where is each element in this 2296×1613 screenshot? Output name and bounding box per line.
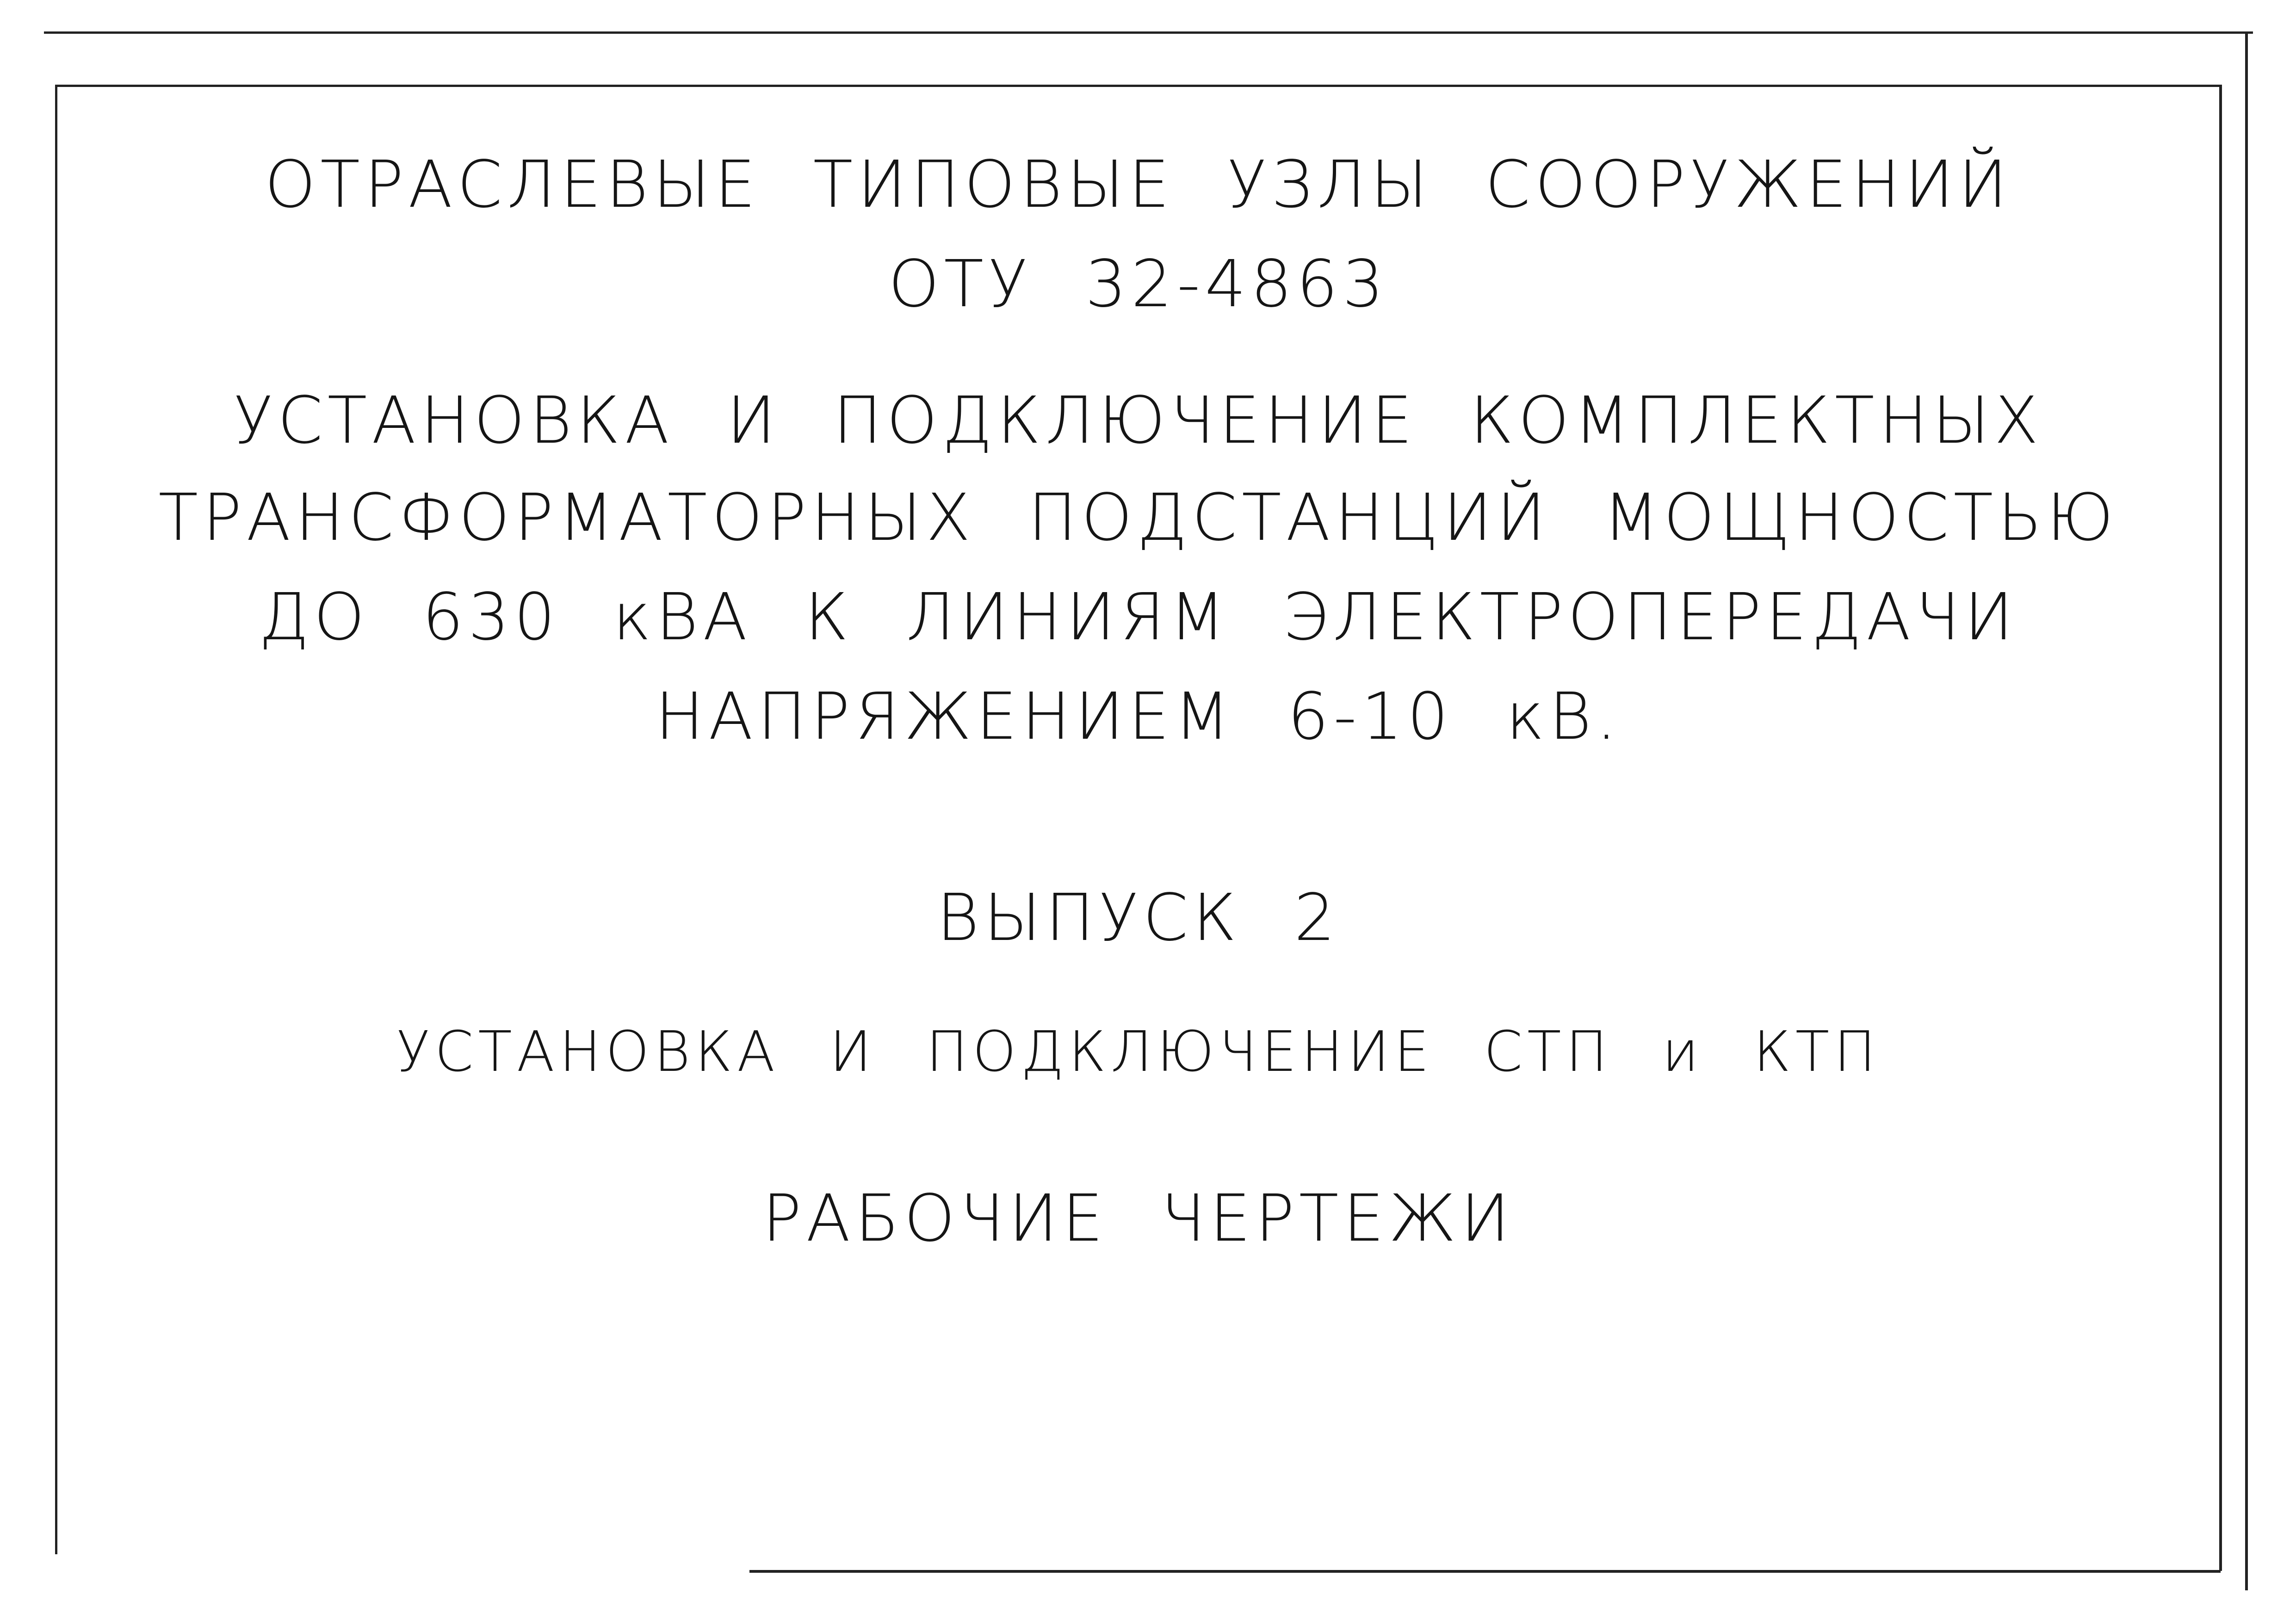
outer-frame-right-line xyxy=(2245,31,2248,1590)
frame-right-line xyxy=(2219,85,2222,1571)
issue-number: ВЫПУСК 2 xyxy=(936,880,1340,956)
frame-bottom-line xyxy=(749,1570,2221,1573)
title-line-2: ТРАНСФОРМАТОРНЫХ ПОДСТАНЦИЙ МОЩНОСТЬЮ xyxy=(158,480,2118,556)
title-line-1: УСТАНОВКА И ПОДКЛЮЧЕНИЕ КОМПЛЕКТНЫХ xyxy=(233,383,2043,458)
issue-subtitle: УСТАНОВКА И ПОДКЛЮЧЕНИЕ СТП и КТП xyxy=(396,1020,1881,1084)
document-type: РАБОЧИЕ ЧЕРТЕЖИ xyxy=(762,1181,1515,1256)
series-title: ОТРАСЛЕВЫЕ ТИПОВЫЕ УЗЛЫ СООРУЖЕНИЙ xyxy=(265,147,2012,222)
outer-frame-top-line xyxy=(44,31,2253,34)
frame-top-line xyxy=(55,85,2220,87)
document-code: ОТУ 32-4863 xyxy=(888,247,1388,322)
title-line-3: ДО 630 кВА К ЛИНИЯМ ЭЛЕКТРОПЕРЕДАЧИ xyxy=(259,580,2018,655)
title-line-4: НАПРЯЖЕНИЕМ 6-10 кВ. xyxy=(655,679,1621,754)
